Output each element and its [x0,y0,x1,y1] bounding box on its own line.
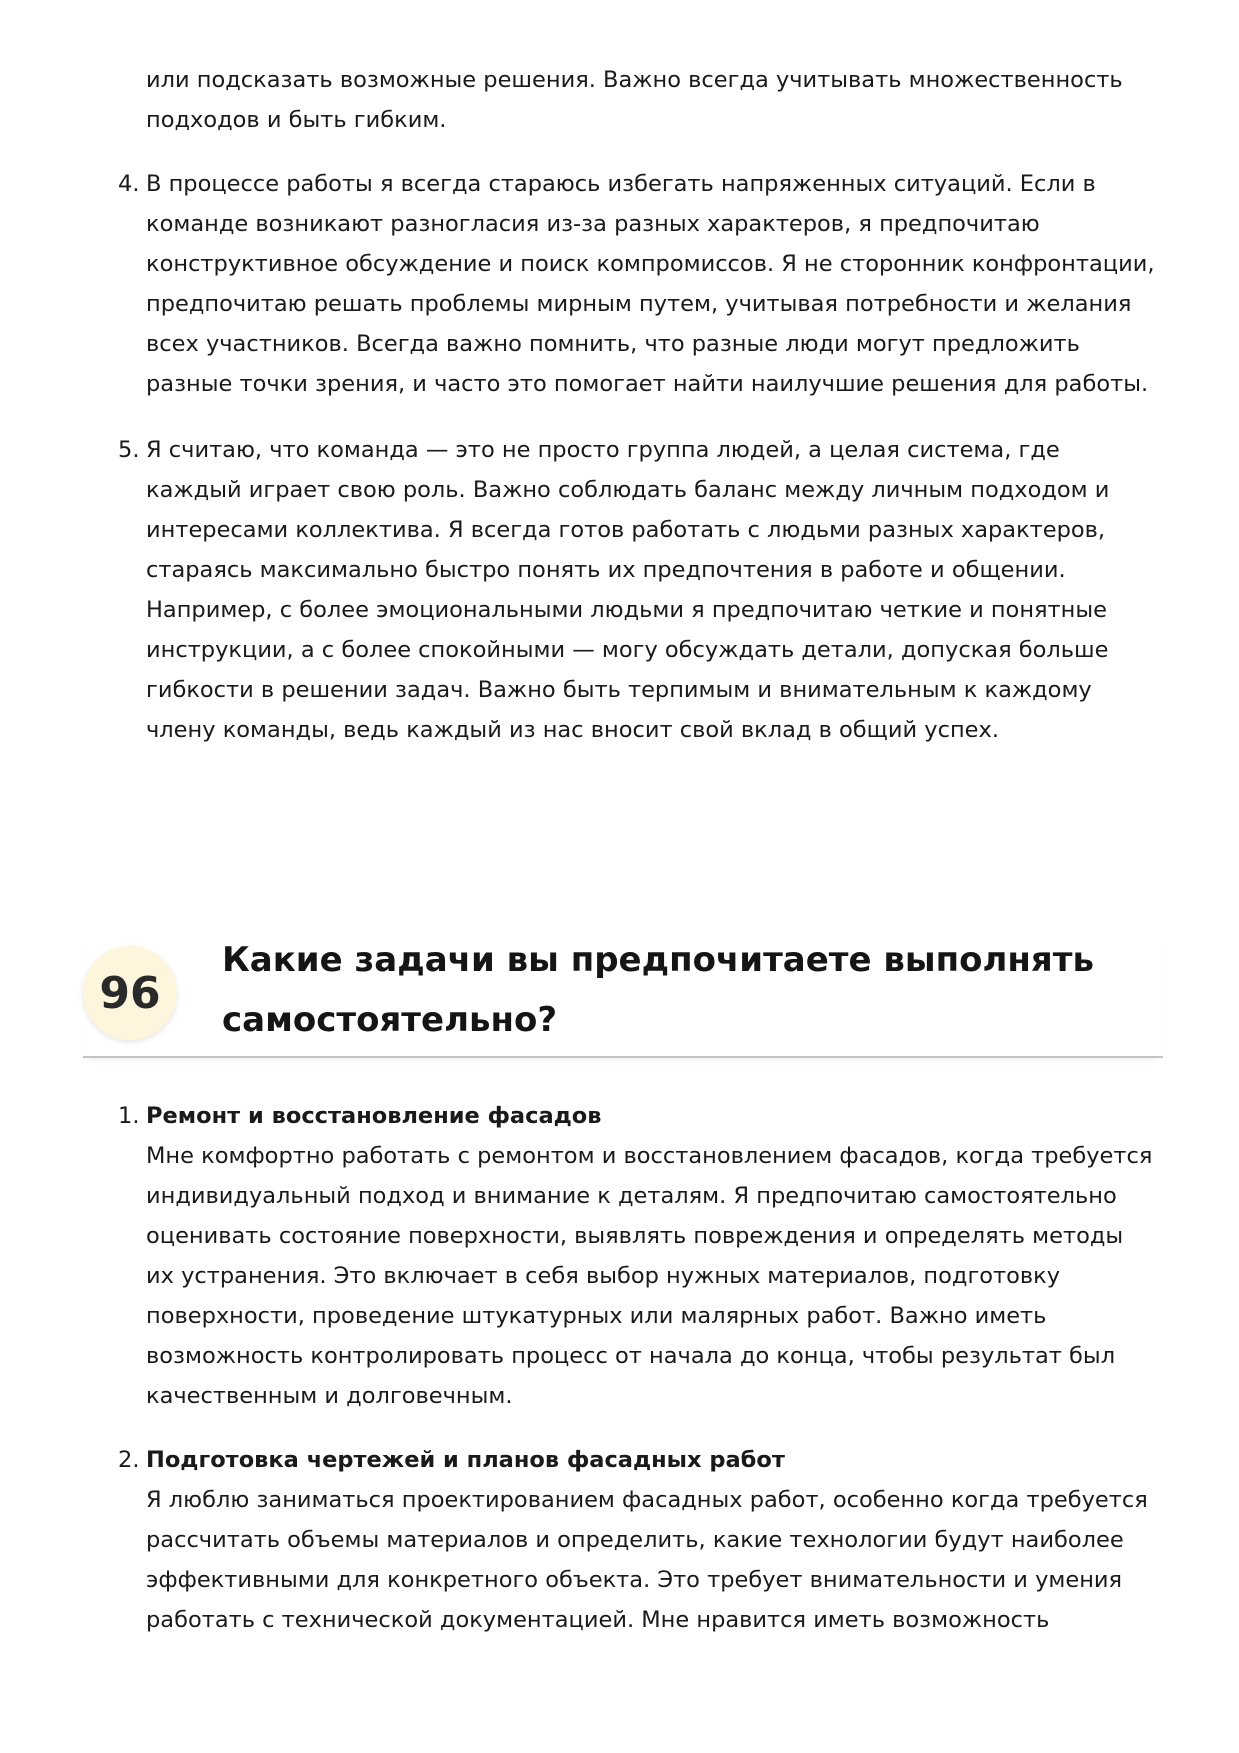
list-item [118,1096,1156,1416]
list-item-title: Ремонт и восстановление фасадов [146,1103,602,1129]
question-title: Какие задачи вы предпочитаете выполнять самостоятельно? [222,940,1094,1040]
intro-paragraph: или подсказать возможные решения. Важно всегда учитывать множественность подходов и быть гибким. [146,67,1123,133]
list-item-text: В процессе работы я всегда стараюсь избегать напряженных ситуаций. Если в команде возникают разногласия из-за разных характеров, я предпочитаю конструктивное обсуждение и поиск компромиссов. Я не сторонник конфронтации, предпочитаю решать проблемы мирным путем, учитывая потребности и желания всех участников. Всегда важно помнить, что разные люди могут предложить разные точки зрения, и часто это помогает найти наилучшие решения для работы. [146,171,1155,397]
list-item-number: 4. [118,171,140,197]
list-item-text: Я считаю, что команда — это не просто группа людей, а целая система, где каждый играет свою роль. Важно соблюдать баланс между личным подходом и интересами коллектива. Я всегда готов работать с людьми разных характеров, стараясь максимально быстро понять их предпочтения в работе и общении. Например, с более эмоциональными людьми я предпочитаю четкие и понятные инструкции, а с более спокойными — могу обсуждать детали, допуская больше гибкости в решении задач. Важно быть терпимым и внимательным к каждому члену команды, ведь каждый из нас вносит свой вклад в общий успех. [146,437,1110,743]
list-item [118,1440,1156,1640]
list-item [118,430,1156,750]
list-item-number: 2. [118,1447,140,1473]
list-item-number: 1. [118,1103,140,1129]
list-item [118,164,1156,404]
question-header [83,930,1163,1058]
list-item-number: 5. [118,437,140,463]
list-item-text: Я люблю заниматься проектированием фасадных работ, особенно когда требуется рассчитать объемы материалов и определить, какие технологии будут наиболее эффективными для конкретного объекта. Это требует внимательности и умения работать с технической документацией. Мне нравится иметь возможность [146,1487,1148,1633]
list-item-title: Подготовка чертежей и планов фасадных работ [146,1447,785,1473]
question-number-badge: 96 [83,946,177,1040]
list-item-text: Мне комфортно работать с ремонтом и восстановлением фасадов, когда требуется индивидуальный подход и внимание к деталям. Я предпочитаю самостоятельно оценивать состояние поверхности, выявлять повреждения и определять методы их устранения. Это включает в себя выбор нужных материалов, подготовку поверхности, проведение штукатурных или малярных работ. Важно иметь возможность контролировать процесс от начала до конца, чтобы результат был качественным и долговечным. [146,1143,1153,1409]
